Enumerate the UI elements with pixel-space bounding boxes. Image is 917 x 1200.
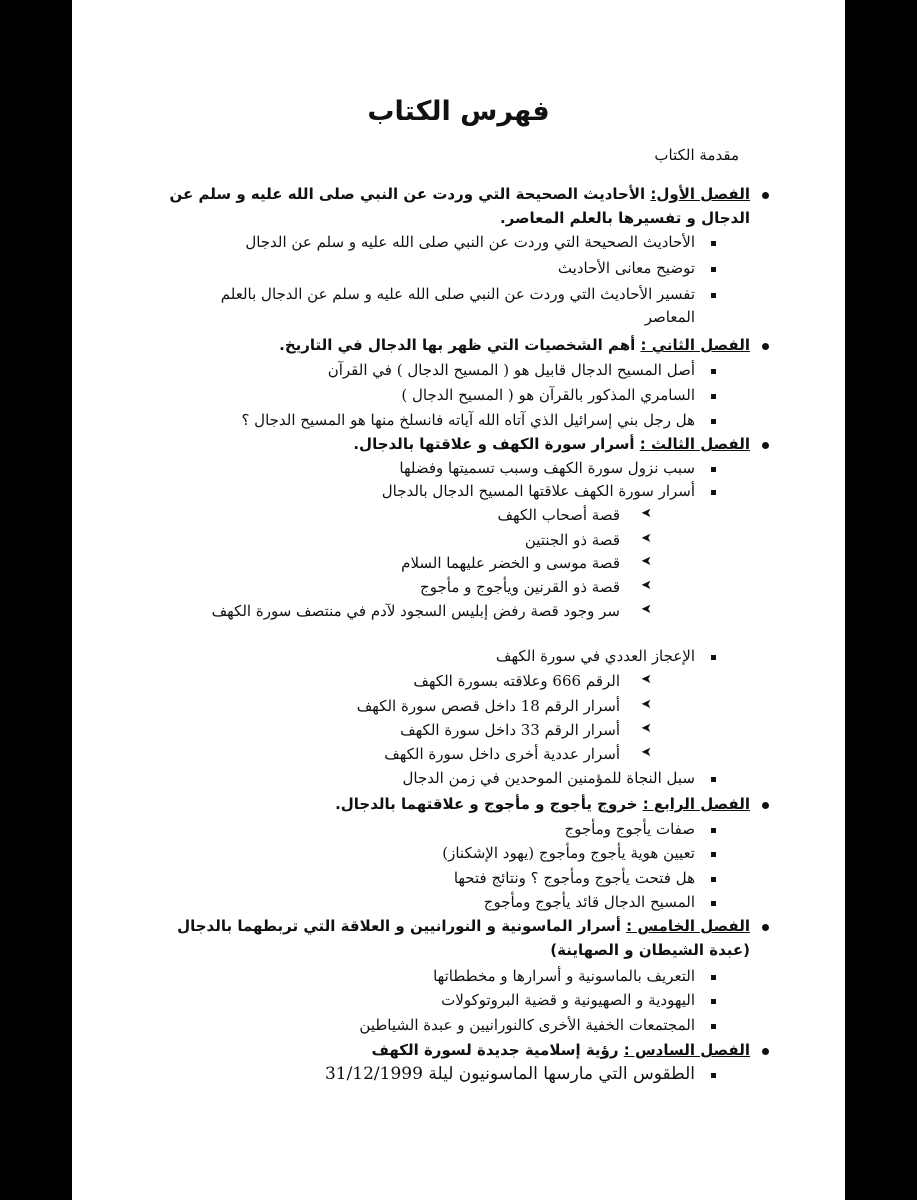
chapter-bullet (762, 924, 769, 931)
item-bullet (711, 293, 716, 298)
chapter-bullet (762, 343, 769, 350)
chapter-4-item: هل فتحت يأجوج ومأجوج ؟ ونتائج فتحها (453, 869, 695, 887)
chapter-5-label: الفصل الخامس : (626, 917, 750, 935)
chapter-5-item: المجتمعات الخفية الأخرى كالنورانيين و عبدة الشياطين (359, 1016, 695, 1034)
chapter-4-item: تعيين هوية يأجوج ومأجوج (يهود الإشكناز) (442, 844, 695, 862)
chapter-1-heading (152, 182, 750, 230)
chapter-5-title: أسرار الماسونية و النورانيين و العلاقة التي تربطهما بالدجال (عبدة الشيطان و الصهاينة) (177, 917, 750, 959)
item-bullet (711, 877, 716, 882)
arrow-bullet-icon: ➤ (641, 506, 652, 521)
chapter-3-subitem: قصة ذو الجنتين (524, 531, 620, 549)
chapter-5-item: اليهودية و الصهيونية و قضية البروتوكولات (441, 991, 695, 1009)
chapter-3-subitem: قصة موسى و الخضر عليهما السلام (401, 554, 620, 572)
document-page (72, 0, 845, 1200)
chapter-3-subitem: قصة أصحاب الكهف (497, 506, 620, 524)
chapter-6-heading (371, 1038, 750, 1062)
chapter-1-item: توضيح معانى الأحاديث (557, 259, 695, 277)
chapter-2-title: أهم الشخصيات التي ظهر بها الدجال في التاريخ. (279, 336, 641, 354)
chapter-6-title: رؤية إسلامية جديدة لسورة الكهف (371, 1041, 624, 1059)
chapter-3-heading (353, 432, 750, 456)
chapter-4-item: المسيح الدجال قائد يأجوج ومأجوج (483, 893, 695, 911)
arrow-bullet-icon: ➤ (641, 672, 652, 687)
item-bullet (711, 852, 716, 857)
chapter-3-subitem: قصة ذو القرنين ويأجوج و مأجوج (420, 578, 620, 596)
item-bullet (711, 241, 716, 246)
chapter-2-label: الفصل الثاني : (640, 336, 750, 354)
chapter-bullet (762, 442, 769, 449)
item-bullet (711, 1073, 716, 1078)
chapter-1-title: الأحاديث الصحيحة التي وردت عن النبي صلى الله عليه و سلم عن الدجال و تفسيرها بالعلم المعاصر. (169, 185, 750, 227)
chapter-2-item: هل رجل بني إسرائيل الذي آتاه الله آياته فانسلخ منها هو المسيح الدجال ؟ (241, 411, 695, 429)
item-bullet (711, 490, 716, 495)
chapter-2-item: السامري المذكور بالقرآن هو ( المسيح الدجال ) (401, 386, 695, 404)
item-bullet (711, 419, 716, 424)
arrow-bullet-icon: ➤ (641, 697, 652, 712)
chapter-bullet (762, 802, 769, 809)
chapter-3-subitem: الرقم 666 وعلاقته بسورة الكهف (413, 672, 620, 690)
arrow-bullet-icon: ➤ (641, 578, 652, 593)
chapter-1-label: الفصل الأول: (650, 185, 750, 203)
chapter-3-subitem: أسرار عددية أخرى داخل سورة الكهف (384, 745, 620, 763)
arrow-bullet-icon: ➤ (641, 531, 652, 546)
item-bullet (711, 467, 716, 472)
chapter-4-title: خروج يأجوج و مأجوج و علاقتهما بالدجال. (335, 795, 643, 813)
chapter-3-subitem: سر وجود قصة رفض إبليس السجود لآدم في منتصف سورة الكهف (211, 602, 620, 620)
chapter-3-subitem: أسرار الرقم 18 داخل قصص سورة الكهف (356, 697, 620, 715)
item-bullet (711, 655, 716, 660)
item-bullet (711, 1024, 716, 1029)
chapter-1-item: الأحاديث الصحيحة التي وردت عن النبي صلى الله عليه و سلم عن الدجال (245, 233, 695, 251)
chapter-5-item: التعريف بالماسونية و أسرارها و مخططاتها (433, 967, 695, 985)
chapter-bullet (762, 1048, 769, 1055)
item-bullet (711, 369, 716, 374)
intro-entry: مقدمة الكتاب (654, 146, 739, 164)
item-bullet (711, 999, 716, 1004)
item-bullet (711, 777, 716, 782)
chapter-3-subitem: أسرار الرقم 33 داخل سورة الكهف (400, 721, 620, 739)
chapter-2-heading (279, 333, 750, 357)
item-bullet (711, 267, 716, 272)
chapter-bullet (762, 192, 769, 199)
arrow-bullet-icon: ➤ (641, 602, 652, 617)
chapter-3-item: سبل النجاة للمؤمنين الموحدين في زمن الدجال (402, 769, 695, 787)
chapter-4-label: الفصل الرابع : (642, 795, 750, 813)
chapter-2-item: أصل المسيح الدجال قابيل هو ( المسيح الدجال ) في القرآن (327, 361, 695, 379)
chapter-6-item: الطقوس التي مارسها الماسونيون ليلة 31/12/1999 (324, 1064, 695, 1084)
item-bullet (711, 901, 716, 906)
chapter-3-title: أسرار سورة الكهف و علاقتها بالدجال. (353, 435, 640, 453)
chapter-3-item: الإعجاز العددي في سورة الكهف (495, 647, 695, 665)
chapter-5-heading (152, 914, 750, 962)
chapter-6-label: الفصل السادس : (623, 1041, 750, 1059)
chapter-3-item: سبب نزول سورة الكهف وسبب تسميتها وفضلها (399, 459, 695, 477)
arrow-bullet-icon: ➤ (641, 554, 652, 569)
arrow-bullet-icon: ➤ (641, 721, 652, 736)
arrow-bullet-icon: ➤ (641, 745, 652, 760)
item-bullet (711, 975, 716, 980)
item-bullet (711, 394, 716, 399)
chapter-4-heading (335, 792, 750, 816)
chapter-4-item: صفات يأجوج ومأجوج (564, 820, 695, 838)
chapter-3-item: أسرار سورة الكهف علاقتها المسيح الدجال بالدجال (381, 482, 695, 500)
item-bullet (711, 828, 716, 833)
page-title: فهرس الكتاب (367, 96, 550, 127)
chapter-3-label: الفصل الثالث : (639, 435, 750, 453)
chapter-1-item: تفسير الأحاديث التي وردت عن النبي صلى الله عليه و سلم عن الدجال بالعلم المعاصر (220, 285, 695, 326)
